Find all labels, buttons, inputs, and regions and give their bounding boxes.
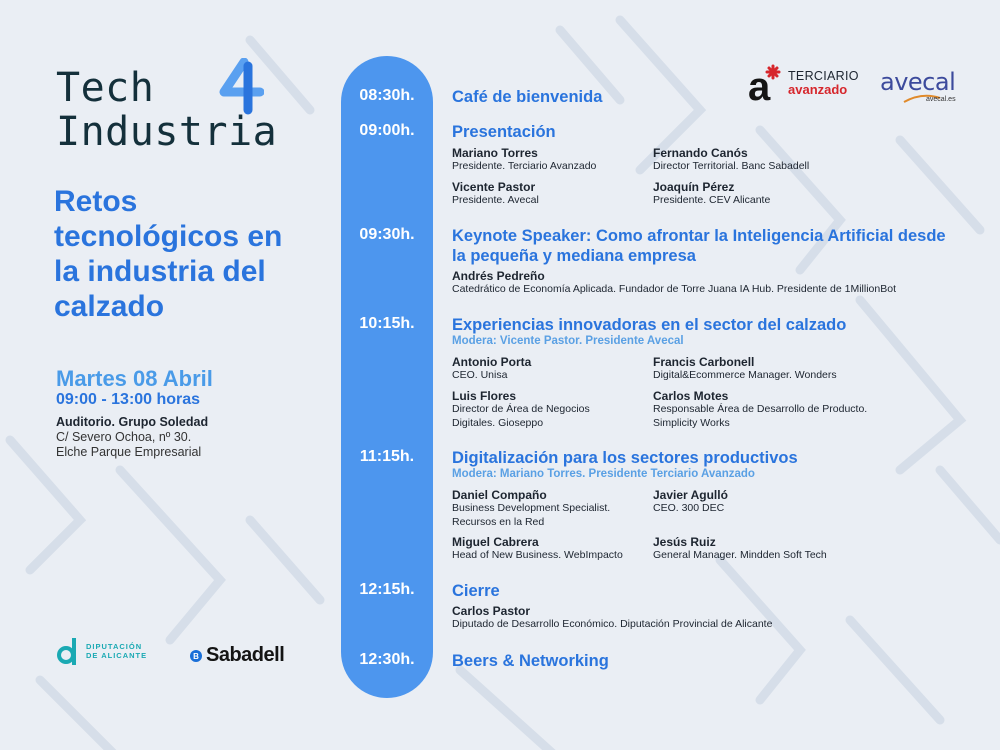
speaker-entry: [653, 488, 873, 516]
speaker-name: Miguel Cabrera: [452, 535, 539, 549]
speaker-entry: [452, 180, 672, 208]
diputacion-mark-icon: [56, 636, 80, 666]
speaker-entry: [452, 355, 672, 383]
speaker-entry: [452, 488, 672, 529]
timeline-pill: [341, 56, 433, 698]
svg-text:B: B: [193, 651, 199, 661]
speaker-name: Jesús Ruiz: [653, 535, 716, 549]
session-title-presentacion: Presentación: [452, 123, 556, 141]
speaker-name: Luis Flores: [452, 389, 517, 403]
speaker-entry: [653, 355, 873, 383]
brand-line-tech: Tech: [56, 65, 155, 111]
session-title-networking: Beers & Networking: [452, 652, 609, 670]
speaker-role: Business Development Specialist. Recursos en la Red: [452, 502, 611, 528]
terciario-text-line1: TERCIARIO: [788, 69, 859, 83]
speaker-role: General Manager. Mindden Soft Tech: [653, 549, 827, 561]
speaker-role: Responsable Área de Desarrollo de Producto. Simplicity Works: [653, 403, 868, 429]
speaker-role: Diputado de Desarrollo Económico. Diputación Provincial de Alicante: [452, 618, 773, 630]
event-subtitle: Retos tecnológicos en la industria del calzado: [54, 185, 283, 323]
speaker-entry: [452, 269, 912, 297]
event-date: Martes 08 Abril: [56, 366, 213, 391]
speaker-entry: [452, 389, 672, 430]
time-1115: 11:15h.: [359, 448, 415, 465]
svg-text:a: a: [748, 65, 771, 102]
speaker-entry: [452, 604, 912, 632]
speaker-name: Fernando Canós: [653, 146, 748, 160]
diputacion-text-line2: DE ALICANTE: [86, 651, 148, 660]
session-moderator: Modera: Vicente Pastor. Presidente Avecal: [452, 335, 684, 347]
speaker-name: Daniel Compaño: [452, 488, 547, 502]
time-0830: 08:30h.: [359, 87, 415, 104]
terciario-text-line2: avanzado: [788, 82, 848, 97]
diputacion-logo: [56, 636, 147, 666]
speaker-name: Javier Agulló: [653, 488, 728, 502]
speaker-role: CEO. Unisa: [452, 369, 508, 381]
speaker-entry: [452, 146, 672, 174]
session-title-digitalizacion: Digitalización para los sectores productivos: [452, 449, 798, 467]
speaker-role: Director Territorial. Banc Sabadell: [653, 160, 810, 172]
session-title-welcome: Café de bienvenida: [452, 88, 603, 106]
speaker-entry: [653, 146, 873, 174]
session-moderator: Modera: Mariano Torres. Presidente Terciario Avanzado: [452, 468, 755, 480]
time-0930: 09:30h.: [359, 226, 415, 243]
session-title-keynote: Keynote Speaker: Como afrontar la Inteligencia Artificial desde la pequeña y mediana empresa: [452, 227, 946, 265]
speaker-entry: [653, 389, 873, 430]
speaker-name: Carlos Pastor: [452, 604, 531, 618]
speaker-role: CEO. 300 DEC: [653, 502, 725, 514]
avecal-text: avecal: [880, 68, 956, 96]
speaker-name: Joaquín Pérez: [653, 180, 735, 194]
venue-block: [56, 415, 208, 460]
speaker-name: Mariano Torres: [452, 146, 538, 160]
session-title-experiencias: Experiencias innovadoras en el sector del calzado: [452, 316, 847, 334]
speaker-entry: [452, 535, 672, 563]
sabadell-logo: [190, 644, 284, 667]
speaker-name: Carlos Motes: [653, 389, 729, 403]
time-0900: 09:00h.: [359, 122, 415, 139]
venue-address-line1: C/ Severo Ochoa, nº 30.: [56, 430, 192, 444]
speaker-role: Director de Área de Negocios Digitales. Gioseppo: [452, 403, 590, 429]
sabadell-text: Sabadell: [206, 644, 285, 666]
speaker-entry: [653, 180, 873, 208]
brand-title: [56, 66, 277, 154]
diputacion-text-line1: DIPUTACIÓN: [86, 642, 143, 651]
speaker-role: Head of New Business. WebImpacto: [452, 549, 623, 561]
speaker-role: Digital&Ecommerce Manager. Wonders: [653, 369, 837, 381]
avecal-domain: avecal.es: [926, 96, 956, 103]
venue-name: Auditorio. Grupo Soledad: [56, 415, 209, 429]
sabadell-b-icon: [190, 650, 202, 662]
speaker-role: Catedrático de Economía Aplicada. Fundador de Torre Juana IA Hub. Presidente de 1MillionBot: [452, 283, 896, 295]
event-time: 09:00 - 13:00 horas: [56, 391, 201, 408]
brand-line-industria: Industria: [56, 109, 278, 155]
speaker-entry: [653, 535, 873, 563]
speaker-name: Andrés Pedreño: [452, 269, 545, 283]
speaker-role: Presidente. Avecal: [452, 194, 539, 206]
venue-address-line2: Elche Parque Empresarial: [56, 445, 202, 459]
time-1215: 12:15h.: [359, 581, 415, 598]
brand-four-numeral: [216, 58, 264, 116]
speaker-role: Presidente. Terciario Avanzado: [452, 160, 597, 172]
time-1015: 10:15h.: [359, 315, 415, 332]
time-1230: 12:30h.: [359, 651, 415, 668]
speaker-name: Antonio Porta: [452, 355, 532, 369]
session-title-cierre: Cierre: [452, 582, 500, 600]
speaker-name: Francis Carbonell: [653, 355, 755, 369]
speaker-name: Vicente Pastor: [452, 180, 536, 194]
speaker-role: Presidente. CEV Alicante: [653, 194, 771, 206]
